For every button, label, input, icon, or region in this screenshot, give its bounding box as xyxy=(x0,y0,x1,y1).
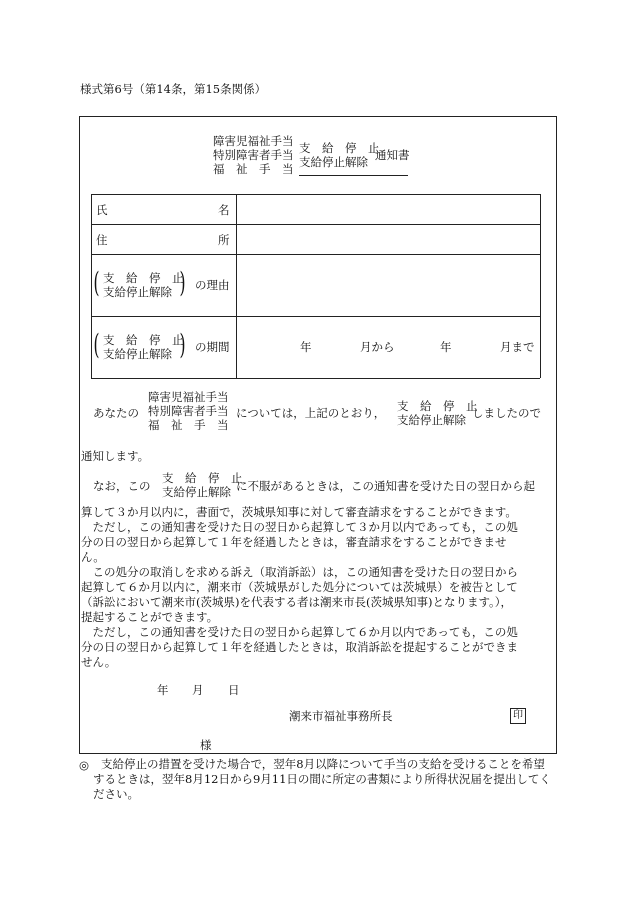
title-action: 支給停止解除 xyxy=(299,155,368,169)
statement-line2: 通知します。 xyxy=(81,449,150,463)
address-label-right: 所 xyxy=(218,233,230,247)
title-action: 支 給 停 止 xyxy=(299,141,380,155)
title-allowance: 障害児福祉手当 xyxy=(213,134,294,148)
reason-close-paren: ) xyxy=(179,266,186,299)
period-to: 月まで xyxy=(500,340,535,354)
period-close-paren: ) xyxy=(179,328,186,361)
form-number: 様式第6号（第14条，第15条関係） xyxy=(80,82,267,96)
appeal-body xyxy=(81,505,518,670)
reason-open-paren: ( xyxy=(93,266,100,299)
seal-mark: 印 xyxy=(510,708,526,724)
appeal-action: 支給停止解除 xyxy=(162,485,231,499)
title-actions xyxy=(299,141,380,169)
appeal-line: この処分の取消しを求める訴え（取消訴訟）は，この通知書を受けた日の翌日から xyxy=(81,565,518,579)
statement-middle: については，上記のとおり， xyxy=(236,406,386,420)
appeal-action: 支 給 停 止 xyxy=(162,471,243,485)
period-label: の期間 xyxy=(195,340,230,354)
statement-actions xyxy=(397,399,478,427)
appeal-line: ただし，この通知書を受けた日の翌日から起算して６か月以内であっても，この処 xyxy=(81,625,518,639)
date-year: 年 xyxy=(157,683,169,697)
period-year-to: 年 xyxy=(440,340,452,354)
note-line: するときは，翌年8月12日から9月11日の間に所定の書類により所得状況届を提出してく xyxy=(93,772,551,786)
appeal-prefix: なお，この xyxy=(93,479,151,493)
statement-allowances xyxy=(148,390,229,432)
note-body xyxy=(93,757,551,802)
appeal-line: 算して３か月以内に，書面で，茨城県知事に対して審査請求をすることができます。 xyxy=(81,505,517,519)
appeal-suffix: に不服があるときは，この通知書を受けた日の翌日から起 xyxy=(236,479,535,493)
title-allowances xyxy=(213,134,294,176)
title-allowance: 特別障害者手当 xyxy=(213,148,294,162)
note-line: 支給停止の措置を受けた場合で，翌年8月以降について手当の支給を受けることを希望 xyxy=(101,757,545,771)
date-day: 日 xyxy=(228,683,240,697)
period-year-from: 年 xyxy=(300,340,312,354)
issuer: 潮来市福祉事務所長 xyxy=(289,709,393,723)
title-allowance: 福 祉 手 当 xyxy=(213,162,294,176)
reason-field[interactable] xyxy=(238,256,538,314)
title-suffix: 通知書 xyxy=(375,148,410,162)
period-from: 月から xyxy=(360,340,395,354)
note-mark: ◎ xyxy=(79,758,90,772)
name-field[interactable] xyxy=(238,196,538,222)
statement-action: 支 給 停 止 xyxy=(397,399,478,413)
name-label-right: 名 xyxy=(218,203,230,217)
period-action: 支給停止解除 xyxy=(103,347,172,361)
appeal-line: ただし，この通知書を受けた日の翌日から起算して３か月以内であっても，この処 xyxy=(81,520,518,534)
title-underline xyxy=(299,175,408,176)
address-label-left: 住 xyxy=(96,233,108,247)
reason-label: の理由 xyxy=(195,278,230,292)
statement-prefix: あなたの xyxy=(93,406,139,420)
reason-action: 支 給 停 止 xyxy=(103,271,184,285)
statement-allowance: 障害児福祉手当 xyxy=(148,390,229,404)
appeal-line: 起算して６か月以内に，潮来市（茨城県がした処分については茨城県）を被告として xyxy=(81,580,518,594)
period-actions xyxy=(103,328,186,361)
name-label-left: 氏 xyxy=(96,203,108,217)
appeal-line: せん。 xyxy=(81,655,117,669)
statement-allowance: 特別障害者手当 xyxy=(148,404,229,418)
date-month: 月 xyxy=(192,683,204,697)
appeal-line: 分の日の翌日から起算して１年を経過したときは，審査請求をすることができませ xyxy=(81,535,507,549)
addressee-suffix: 様 xyxy=(200,738,212,752)
appeal-line: 提起することができます。 xyxy=(81,610,219,624)
period-open-paren: ( xyxy=(93,328,100,361)
statement-suffix: しましたので xyxy=(472,406,541,420)
statement-allowance: 福 祉 手 当 xyxy=(148,418,229,432)
appeal-line: （訴訟において潮来市(茨城県)を代表する者は潮来市長(茨城県知事)となります。）， xyxy=(81,595,513,609)
period-action: 支 給 停 止 xyxy=(103,333,184,347)
appeal-line: 分の日の翌日から起算して１年を経過したときは，取消訴訟を提起することができま xyxy=(81,640,518,654)
address-field[interactable] xyxy=(238,226,538,252)
reason-action: 支給停止解除 xyxy=(103,285,172,299)
appeal-line: ん。 xyxy=(81,550,105,564)
reason-actions xyxy=(103,266,186,299)
note-line: ださい。 xyxy=(93,787,139,801)
appeal-actions xyxy=(162,471,243,499)
statement-action: 支給停止解除 xyxy=(397,413,466,427)
